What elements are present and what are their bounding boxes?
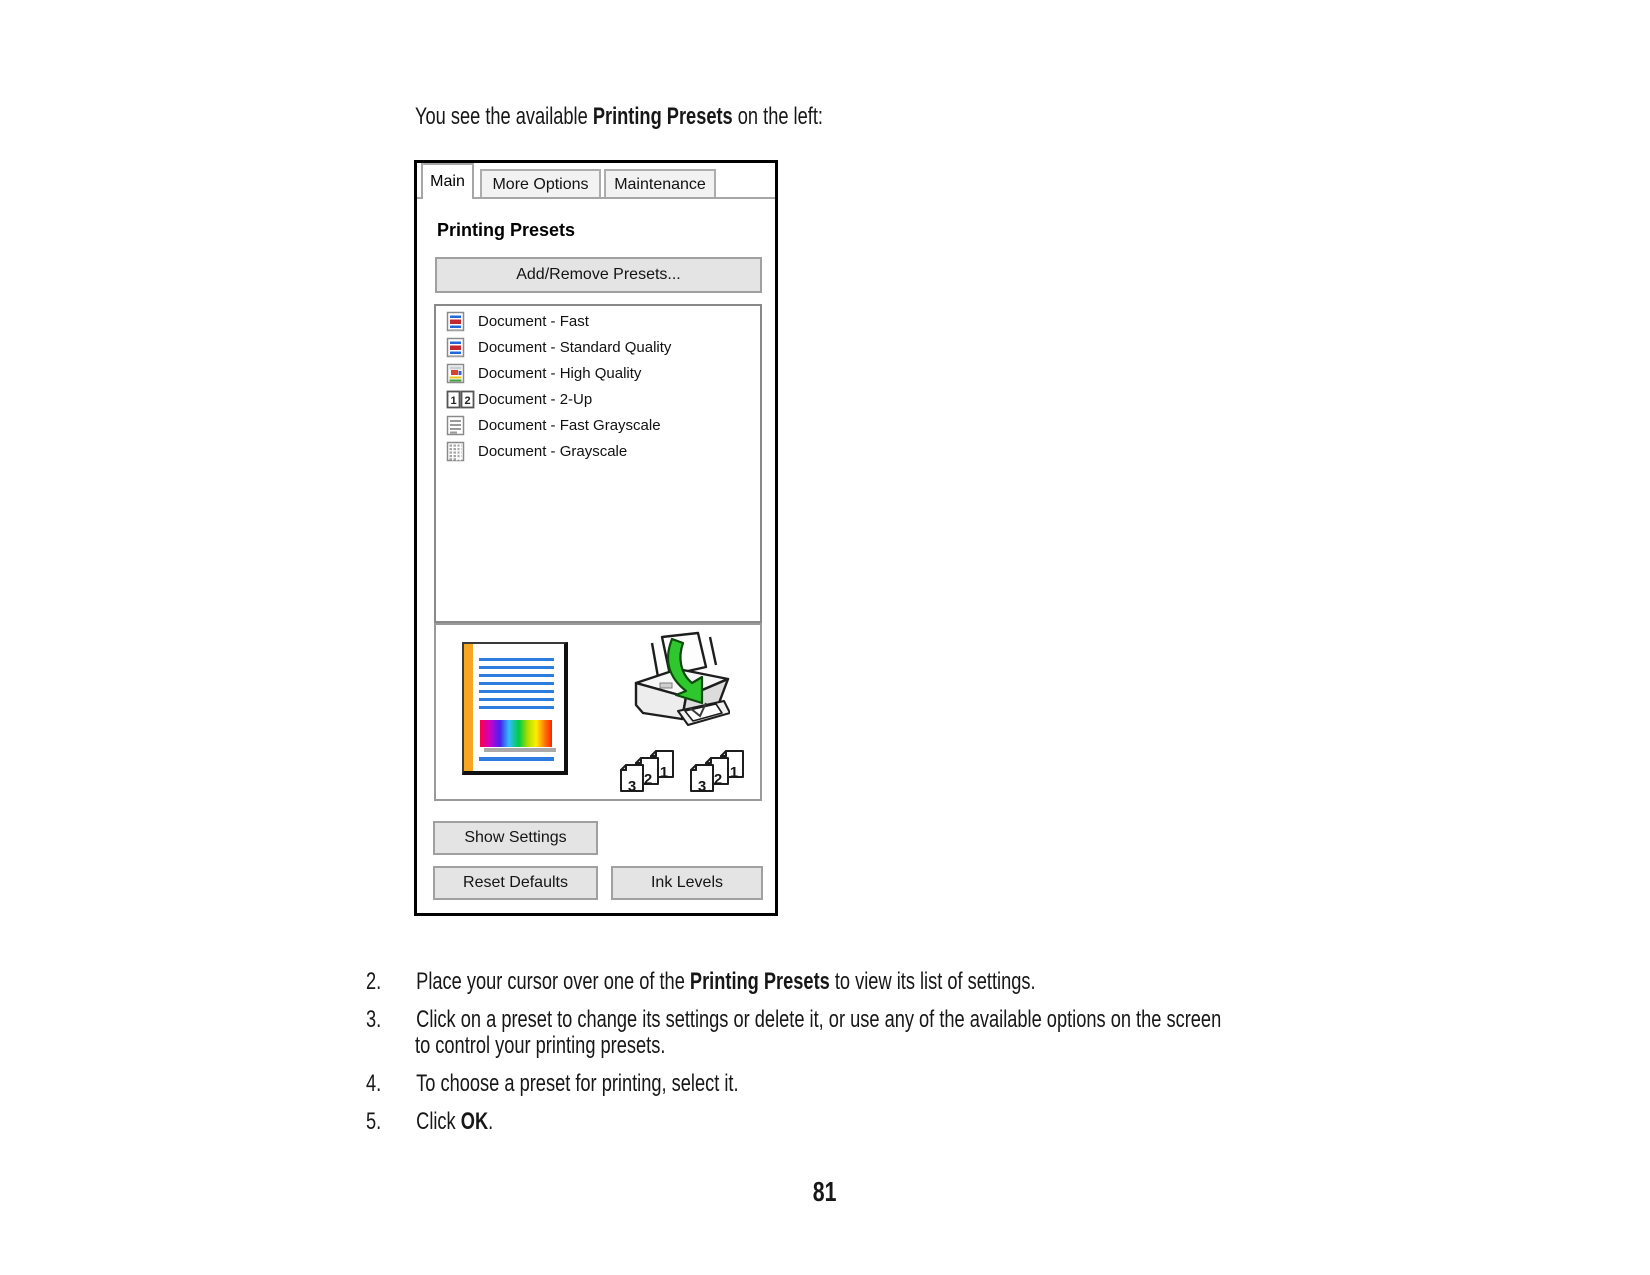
preset-label: Document - Standard Quality xyxy=(478,338,672,356)
preset-item-document-2up[interactable] xyxy=(436,386,760,412)
doc-gray-icon xyxy=(446,415,476,436)
svg-text:2: 2 xyxy=(643,771,653,788)
svg-text:3: 3 xyxy=(627,778,637,795)
svg-text:1: 1 xyxy=(729,764,739,781)
preset-item-document-fast-grayscale[interactable] xyxy=(436,412,760,438)
step-5: 5. Click OK. xyxy=(366,1108,494,1135)
svg-text:3: 3 xyxy=(697,778,707,795)
doc-color-icon xyxy=(446,337,476,358)
tab-main-label: Main xyxy=(430,173,465,190)
step-number: 2. xyxy=(366,968,382,995)
reset-defaults-button[interactable]: Reset Defaults xyxy=(433,866,598,900)
page-stack-icon xyxy=(687,747,748,797)
document-binding-stripe xyxy=(464,644,473,771)
tab-maintenance-label: Maintenance xyxy=(614,176,706,193)
printer-icon xyxy=(630,631,730,736)
document-preview-image xyxy=(462,642,568,775)
presets-listbox[interactable] xyxy=(434,304,762,623)
doc-2up-icon xyxy=(446,389,476,410)
step-3-line-2: to control your printing presets. xyxy=(415,1032,666,1059)
svg-text:1: 1 xyxy=(659,764,669,781)
show-settings-button[interactable]: Show Settings xyxy=(433,821,598,855)
add-remove-presets-button[interactable]: Add/Remove Presets... xyxy=(435,257,762,293)
svg-text:2: 2 xyxy=(713,771,723,788)
ink-levels-button[interactable]: Ink Levels xyxy=(611,866,763,900)
doc-grayscale-icon xyxy=(446,441,476,462)
tab-more-options-label: More Options xyxy=(492,176,589,193)
preset-preview-pane xyxy=(434,623,762,801)
step-number: 3. xyxy=(366,1006,382,1033)
page-number: 81 xyxy=(813,1176,837,1207)
intro-text: You see the available Printing Presets on the left: xyxy=(415,103,823,130)
printing-presets-heading: Printing Presets xyxy=(437,220,576,240)
preset-item-document-standard-quality[interactable] xyxy=(436,334,760,360)
printer-driver-dialog xyxy=(414,160,778,916)
step-4: 4. To choose a preset for printing, select it. xyxy=(366,1070,739,1097)
preset-label: Document - Fast Grayscale xyxy=(478,416,661,434)
step-number: 5. xyxy=(366,1108,382,1135)
preset-item-document-fast[interactable] xyxy=(436,308,760,334)
step-2: 2. Place your cursor over one of the Printing Presets to view its list of settings. xyxy=(366,968,1036,995)
page-stack-icon xyxy=(617,747,678,797)
step-number: 4. xyxy=(366,1070,382,1097)
doc-color-icon xyxy=(446,311,476,332)
tab-main[interactable] xyxy=(421,163,474,199)
preset-label: Document - High Quality xyxy=(478,364,642,382)
preset-label: Document - Grayscale xyxy=(478,442,628,460)
rainbow-color-bar xyxy=(480,720,552,747)
preset-label: Document - 2-Up xyxy=(478,390,593,408)
preset-label: Document - Fast xyxy=(478,312,589,330)
svg-text:1: 1 xyxy=(450,394,457,407)
preset-item-document-grayscale[interactable] xyxy=(436,438,760,464)
tab-more-options[interactable] xyxy=(480,169,601,199)
step-3-line-1: 3. Click on a preset to change its settings or delete it, or use any of the available options on the screen xyxy=(366,1006,1222,1033)
tab-maintenance[interactable] xyxy=(604,169,716,199)
svg-text:2: 2 xyxy=(464,394,471,407)
preset-item-document-high-quality[interactable] xyxy=(436,360,760,386)
doc-photo-icon xyxy=(446,363,476,384)
